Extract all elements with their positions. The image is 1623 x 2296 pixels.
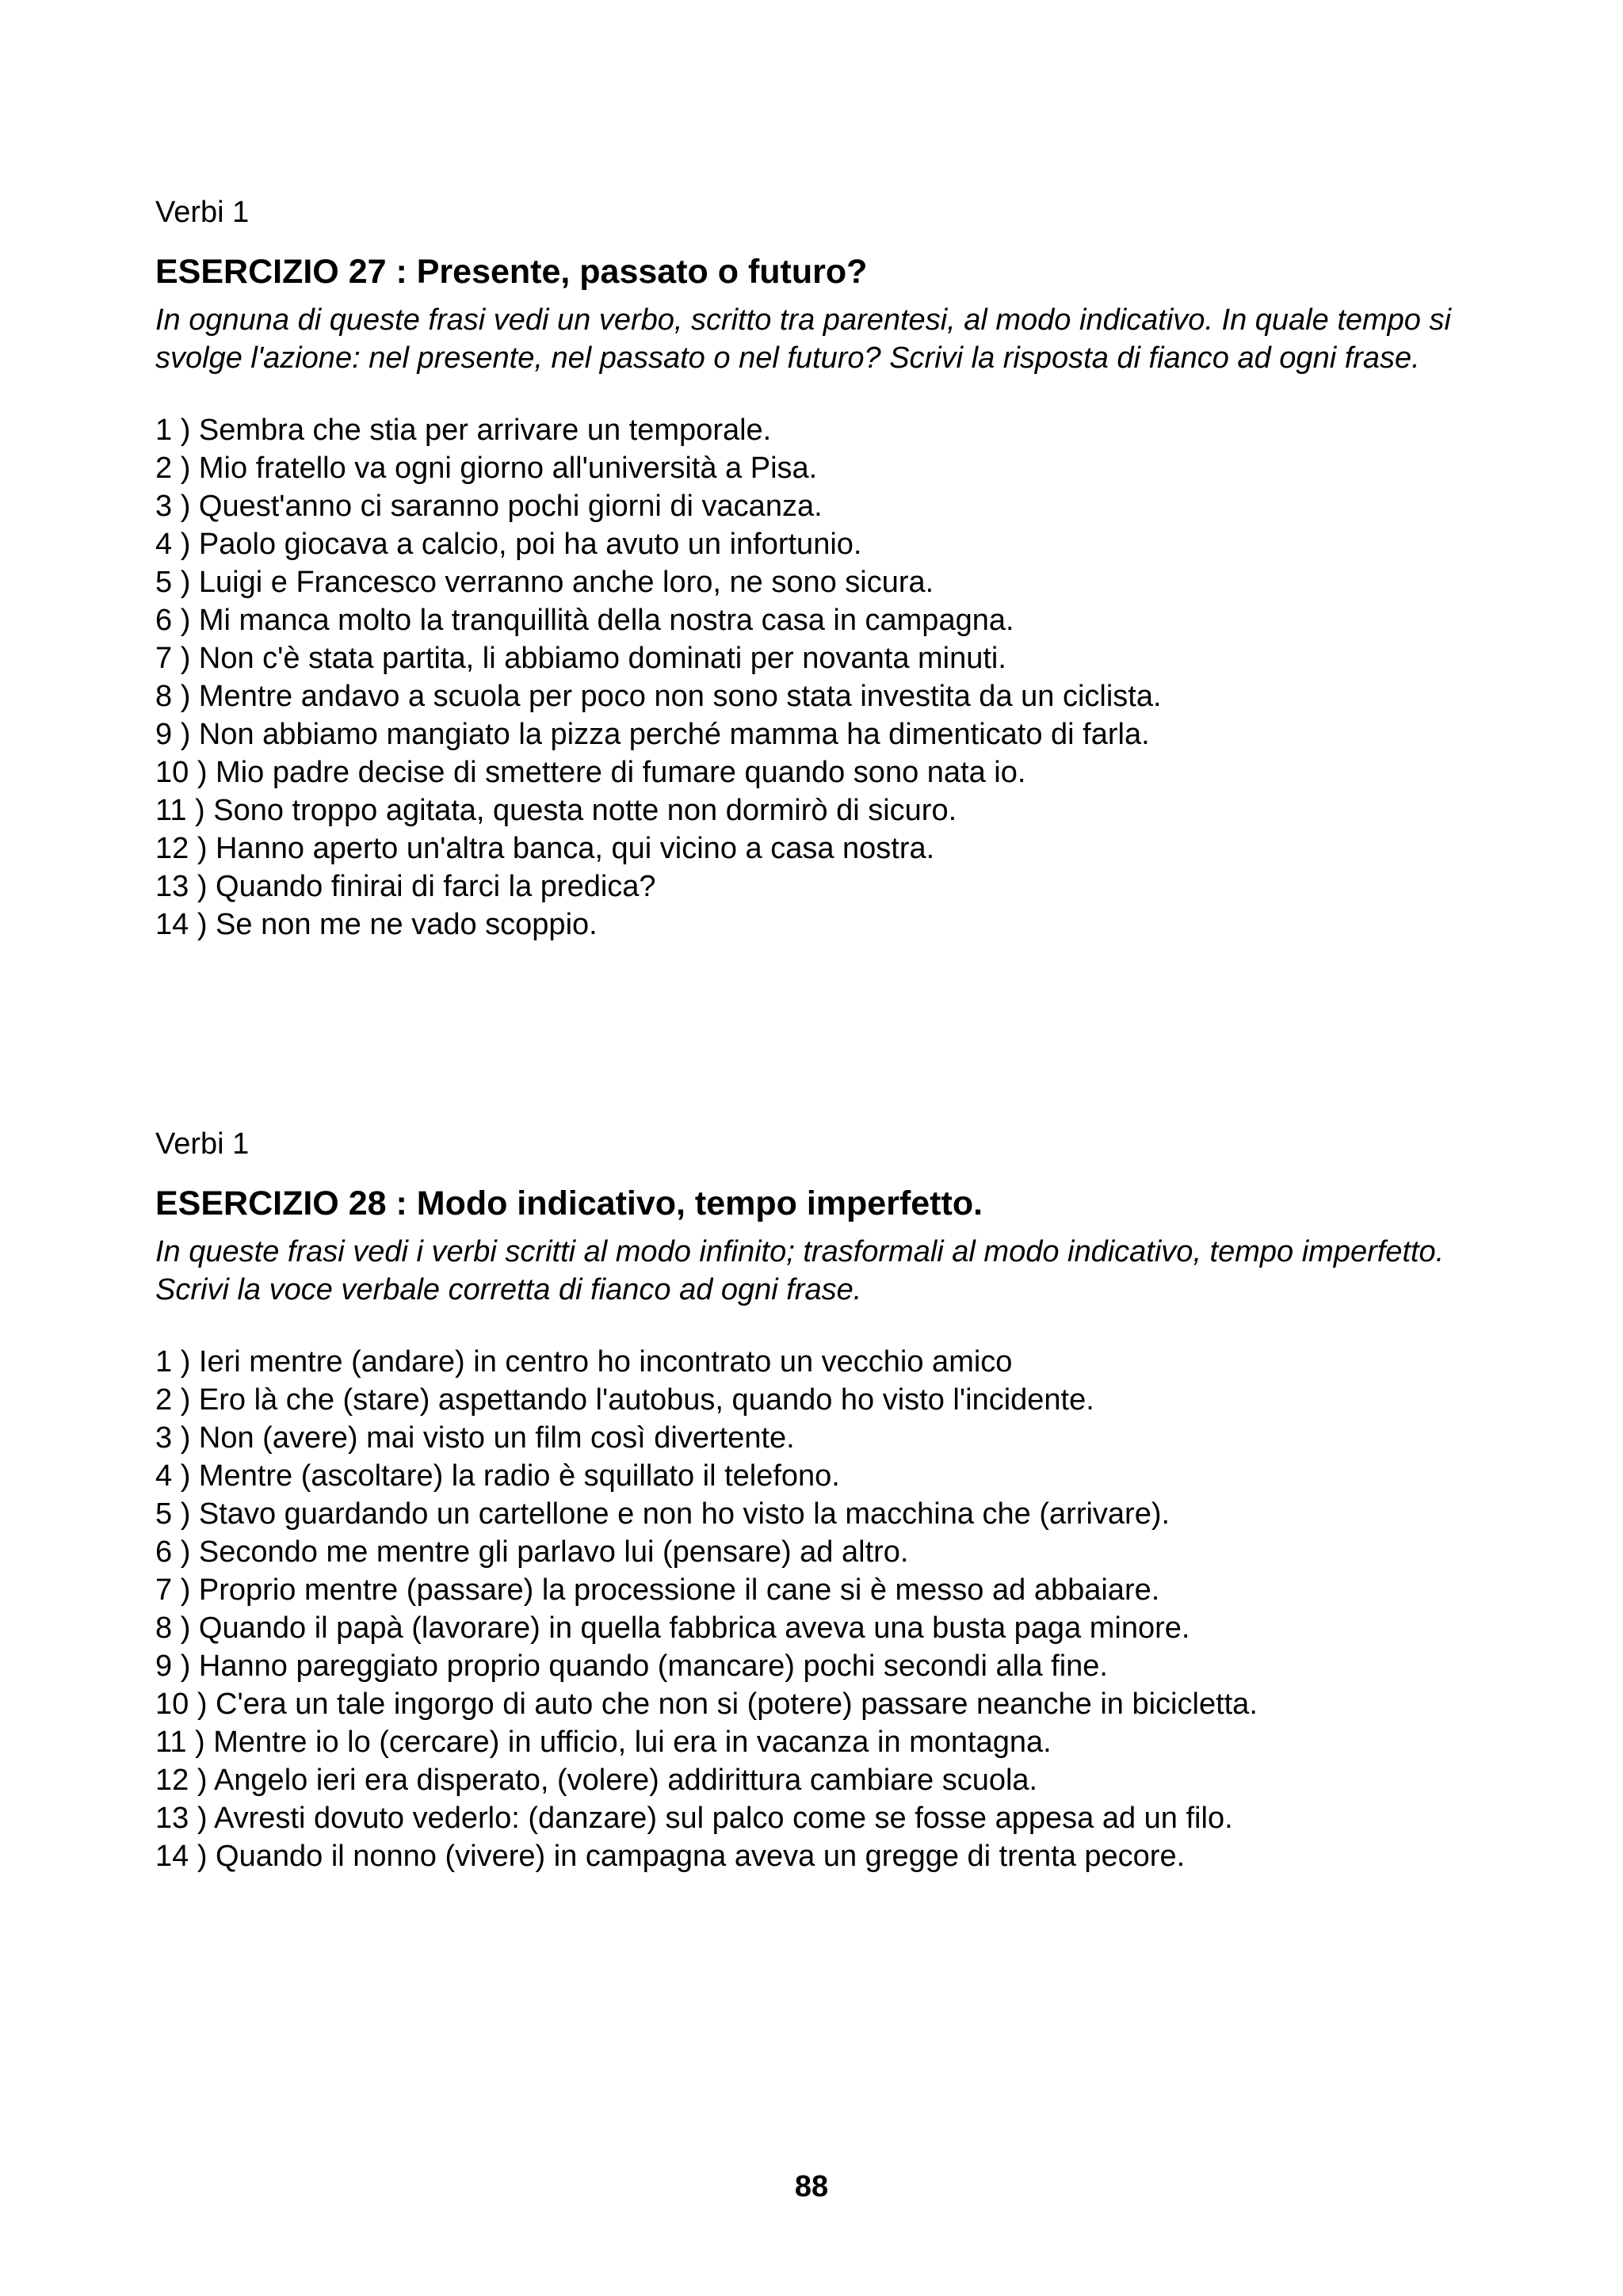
sentence-list (155, 411, 1487, 944)
exercise-27 (155, 193, 1487, 944)
section-label: Verbi 1 (155, 1127, 250, 1161)
sentence-item: 3 ) Quest'anno ci saranno pochi giorni di vacanza. (155, 490, 823, 523)
sentence-list (155, 1343, 1487, 1875)
sentence-item: 1 ) Sembra che stia per arrivare un temporale. (155, 414, 772, 447)
sentence-item: 6 ) Mi manca molto la tranquillità della nostra casa in campagna. (155, 604, 1014, 637)
sentence-item: 12 ) Angelo ieri era disperato, (volere) addirittura cambiare scuola. (155, 1764, 1038, 1797)
exercise-title: ESERCIZIO 27 : Presente, passato o futuro? (155, 253, 868, 291)
sentence-item: 13 ) Avresti dovuto vederlo: (danzare) sul palco come se fosse appesa ad un filo. (155, 1802, 1233, 1835)
sentence-item: 10 ) C'era un tale ingorgo di auto che non si (potere) passare neanche in bicicletta. (155, 1688, 1258, 1721)
exercise-28 (155, 1125, 1487, 1875)
sentence-item: 4 ) Paolo giocava a calcio, poi ha avuto un infortunio. (155, 528, 862, 561)
section-label: Verbi 1 (155, 196, 250, 229)
sentence-item: 12 ) Hanno aperto un'altra banca, qui vicino a casa nostra. (155, 832, 935, 865)
exercise-title: ESERCIZIO 28 : Modo indicativo, tempo imperfetto. (155, 1184, 983, 1222)
sentence-item: 6 ) Secondo me mentre gli parlavo lui (pensare) ad altro. (155, 1535, 909, 1569)
sentence-item: 4 ) Mentre (ascoltare) la radio è squillato il telefono. (155, 1459, 840, 1493)
sentence-item: 14 ) Se non me ne vado scoppio. (155, 908, 598, 941)
sentence-item: 9 ) Hanno pareggiato proprio quando (mancare) pochi secondi alla fine. (155, 1650, 1108, 1683)
sentence-item: 5 ) Stavo guardando un cartellone e non ho visto la macchina che (arrivare). (155, 1497, 1170, 1531)
page-number: 88 (794, 2170, 829, 2203)
sentence-item: 8 ) Quando il papà (lavorare) in quella fabbrica aveva una busta paga minore. (155, 1611, 1190, 1645)
sentence-item: 8 ) Mentre andavo a scuola per poco non sono stata investita da un ciclista. (155, 680, 1162, 713)
sentence-item: 2 ) Ero là che (stare) aspettando l'autobus, quando ho visto l'incidente. (155, 1383, 1094, 1417)
sentence-item: 10 ) Mio padre decise di smettere di fumare quando sono nata io. (155, 756, 1026, 789)
exercise-instructions: In queste frasi vedi i verbi scritti al modo infinito; trasformali al modo indicativo, tempo imperfetto. Scrivi la voce verbale corretta di fianco ad ogni frase. (155, 1235, 1445, 1306)
sentence-item: 5 ) Luigi e Francesco verranno anche loro, ne sono sicura. (155, 566, 934, 599)
sentence-item: 14 ) Quando il nonno (vivere) in campagna aveva un gregge di trenta pecore. (155, 1840, 1186, 1873)
sentence-item: 9 ) Non abbiamo mangiato la pizza perché mamma ha dimenticato di farla. (155, 718, 1150, 751)
sentence-item: 7 ) Non c'è stata partita, li abbiamo dominati per novanta minuti. (155, 642, 1006, 675)
sentence-item: 7 ) Proprio mentre (passare) la processione il cane si è messo ad abbaiare. (155, 1573, 1160, 1607)
sentence-item: 11 ) Mentre io lo (cercare) in ufficio, lui era in vacanza in montagna. (155, 1726, 1052, 1759)
sentence-item: 11 ) Sono troppo agitata, questa notte non dormirò di sicuro. (155, 794, 957, 827)
exercise-instructions: In ognuna di queste frasi vedi un verbo, scritto tra parentesi, al modo indicativo. In quale tempo si svolge l'azione: nel presente, nel passato o nel futuro? Scrivi la risposta di fianco ad ogni frase. (155, 303, 1451, 375)
sentence-item: 2 ) Mio fratello va ogni giorno all'università a Pisa. (155, 452, 818, 485)
sentence-item: 1 ) Ieri mentre (andare) in centro ho incontrato un vecchio amico (155, 1345, 1013, 1379)
sentence-item: 13 ) Quando finirai di farci la predica? (155, 870, 656, 903)
sentence-item: 3 ) Non (avere) mai visto un film così divertente. (155, 1421, 795, 1455)
